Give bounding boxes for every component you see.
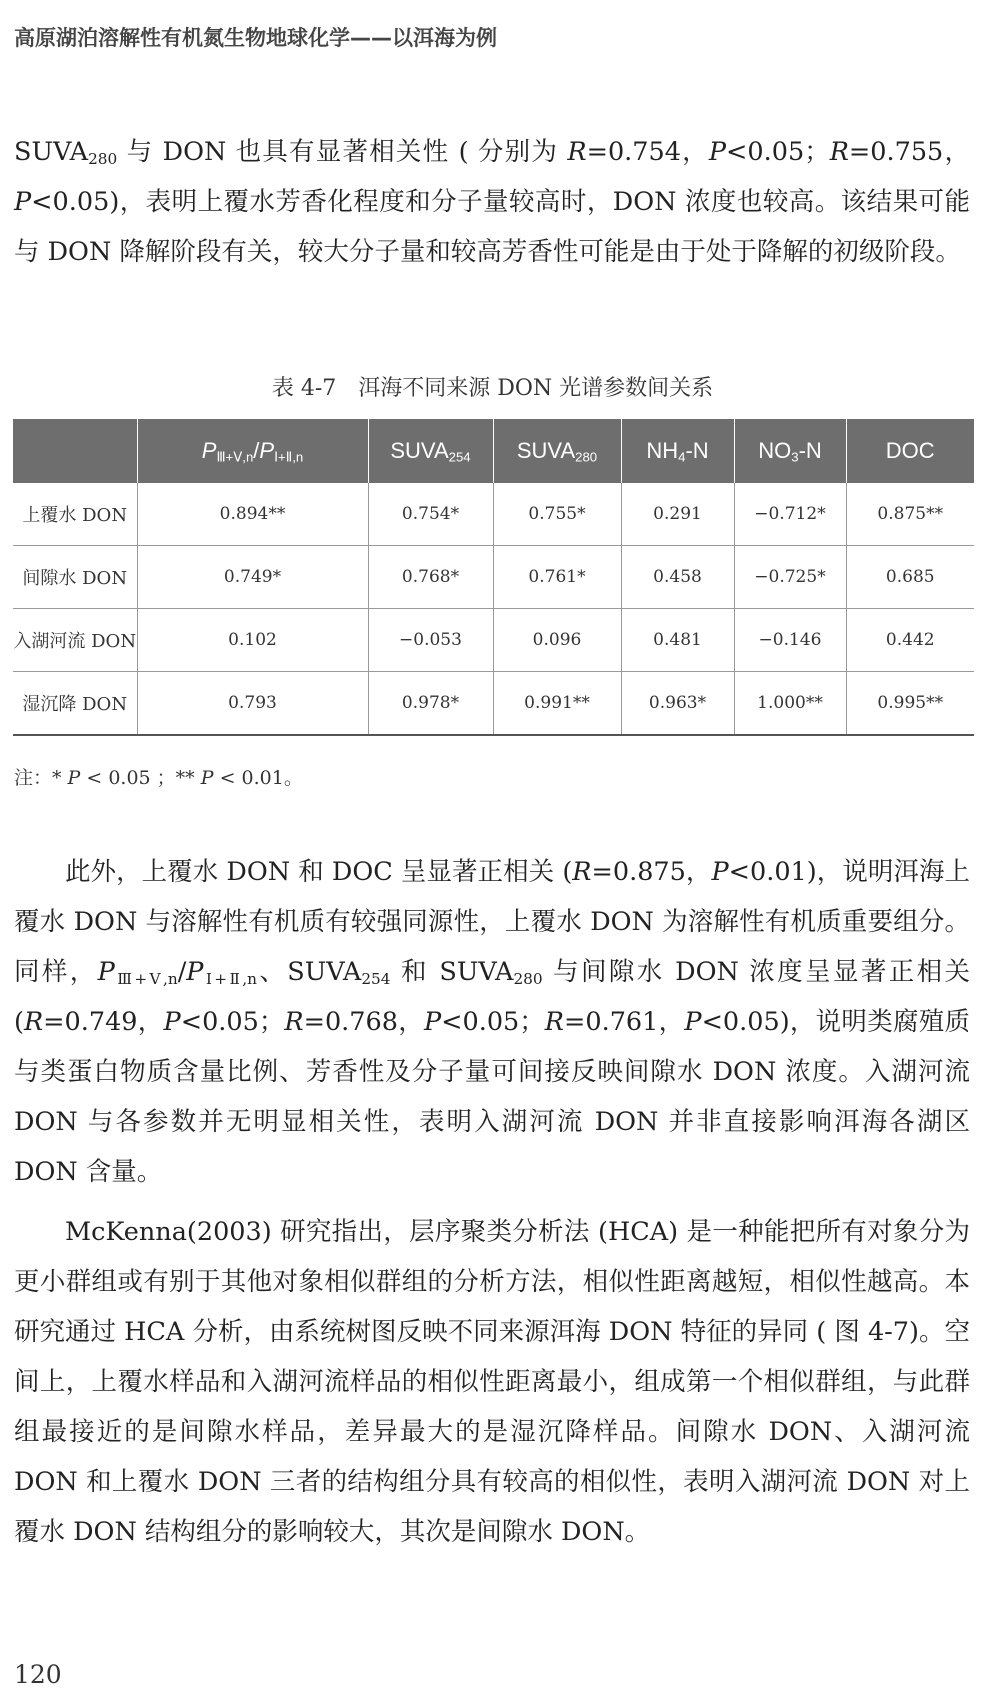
paragraph-don-doc-correlation: 此外，上覆水 DON 和 DOC 呈显著正相关 (R=0.875，P<0.01)，说明洱海上覆水 DON 与溶解性有机质有较强同源性，上覆水 DON 为溶解性有机质重要组分。同样，$P_{Ⅲ+Ⅴ,n}/P_{Ⅰ+Ⅱ,n}$、$SUVA_{254}$ 和 $SUVA_{280}$ 与间隙水 DON 浓度呈显著正相关 (R=0.749，P<0.05；R=0.768，P<0.05；R=0.761，P<0.05)，说明类腐殖质与类蛋白物质含量比例、芳香性及分子量可间接反映间隙水 DON 浓度。入湖河流 DON 与各参数并无明显相关性，表明入湖河流 DON 并非直接影响洱海各湖区 DON 含量。 <box>14 857 970 1187</box>
table-cell: −0.146 <box>734 609 846 672</box>
table-row <box>13 546 974 609</box>
table-cell: 0.991** <box>493 672 621 736</box>
table-cell: 1.000** <box>734 672 846 736</box>
table-note: 注：* P < 0.05 ；** P < 0.01。 <box>14 767 303 789</box>
table-cell: 0.963* <box>621 672 734 736</box>
table-cell: −0.712* <box>734 483 846 546</box>
table-header-row <box>13 419 974 483</box>
table-cell: 0.761* <box>493 546 621 609</box>
table-cell: 0.755* <box>493 483 621 546</box>
table-cell: −0.053 <box>368 609 493 672</box>
table-row <box>13 483 974 546</box>
row-label: 间隙水 DON <box>13 546 137 609</box>
table-cell: 0.978* <box>368 672 493 736</box>
table-cell: 0.875** <box>846 483 974 546</box>
table-cell: 0.749* <box>137 546 368 609</box>
header-nh4n: $NH_4-N$ <box>621 419 734 483</box>
table-cell: 0.768* <box>368 546 493 609</box>
header-suva280: $SUVA_{280}$ <box>493 419 621 483</box>
table-cell: 0.458 <box>621 546 734 609</box>
header-doc: DOC <box>846 419 974 483</box>
header-suva254: $SUVA_{254}$ <box>368 419 493 483</box>
table-caption: 表 4-7 洱海不同来源 DON 光谱参数间关系 <box>271 376 714 401</box>
table-cell: 0.793 <box>137 672 368 736</box>
table-row <box>13 609 974 672</box>
table-cell: 0.291 <box>621 483 734 546</box>
table-cell: 0.102 <box>137 609 368 672</box>
table-cell: 0.894** <box>137 483 368 546</box>
page-number: 120 <box>14 1660 62 1689</box>
header-p-ratio: $P_{Ⅲ+Ⅴ,n}/P_{Ⅰ+Ⅱ,n}$ <box>137 419 368 483</box>
correlation-table <box>13 419 974 736</box>
row-label: 入湖河流 DON <box>13 609 137 672</box>
paragraph-suva280-correlation: $SUVA_{280}$ 与 DON 也具有显著相关性 ( 分别为 R=0.754，P<0.05；R=0.755，P<0.05)，表明上覆水芳香化程度和分子量较高时，DON 浓度也较高。该结果可能与 DON 降解阶段有关，较大分子量和较高芳香性可能是由于处于降解的初级阶段。 <box>14 137 970 267</box>
table-cell: 0.995** <box>846 672 974 736</box>
header-blank <box>13 419 137 483</box>
table-cell: 0.754* <box>368 483 493 546</box>
table-row <box>13 672 974 736</box>
table-cell: 0.481 <box>621 609 734 672</box>
header-no3n: $NO_3-N$ <box>734 419 846 483</box>
table-cell: 0.442 <box>846 609 974 672</box>
table-cell: 0.096 <box>493 609 621 672</box>
row-label: 湿沉降 DON <box>13 672 137 736</box>
table-cell: −0.725* <box>734 546 846 609</box>
row-label: 上覆水 DON <box>13 483 137 546</box>
paragraph-hca-analysis: McKenna(2003) 研究指出，层序聚类分析法 (HCA) 是一种能把所有对象分为更小群组或有别于其他对象相似群组的分析方法，相似性距离越短，相似性越高。本研究通过 HCA 分析，由系统树图反映不同来源洱海 DON 特征的异同 ( 图 4-7)。空间上，上覆水样品和入湖河流样品的相似性距离最小，组成第一个相似群组，与此群组最接近的是间隙水样品，差异最大的是湿沉降样品。间隙水 DON、入湖河流 DON 和上覆水 DON 三者的结构组分具有较高的相似性，表明入湖河流 DON 对上覆水 DON 结构组分的影响较大，其次是间隙水 DON。 <box>14 1217 970 1547</box>
running-title: 高原湖泊溶解性有机氮生物地球化学——以洱海为例 <box>14 26 497 50</box>
table-cell: 0.685 <box>846 546 974 609</box>
